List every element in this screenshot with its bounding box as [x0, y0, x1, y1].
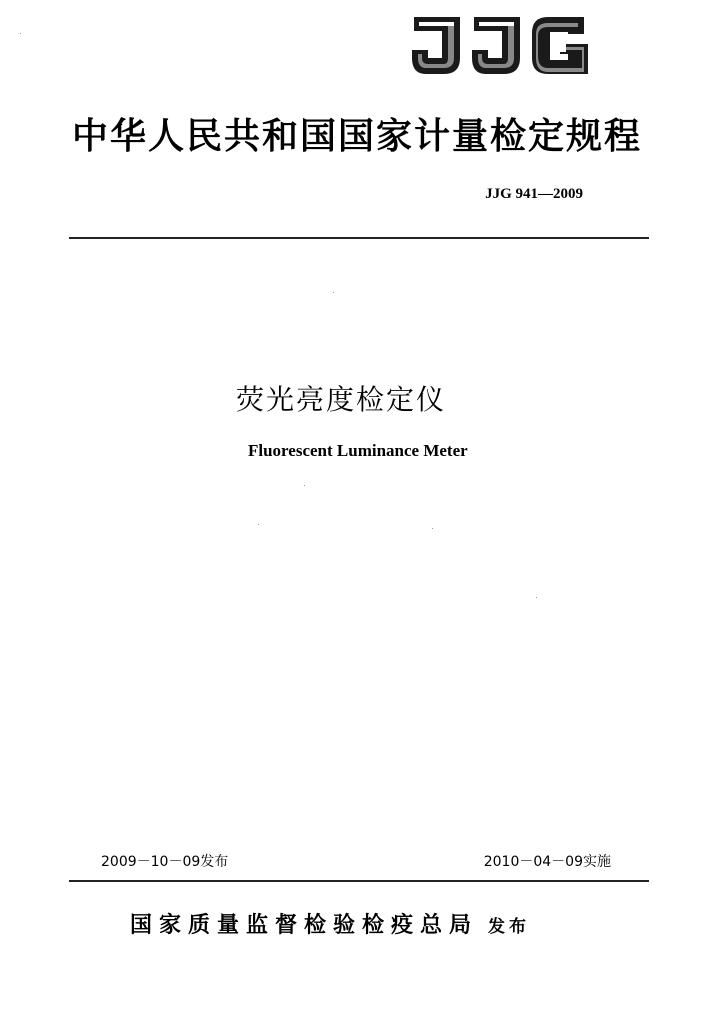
publisher-suffix: 发布: [488, 917, 531, 937]
publisher-line: [130, 908, 530, 939]
bottom-divider: [69, 880, 649, 882]
standard-number: JJG 941—2009: [485, 186, 583, 202]
jjg-logo-graphic: [408, 14, 592, 78]
jjg-logo: [408, 14, 592, 78]
scan-speck: [258, 524, 259, 525]
top-divider: [69, 237, 649, 239]
document-title-en: Fluorescent Luminance Meter: [248, 441, 468, 460]
scan-speck: [432, 528, 433, 529]
logo-letter-g: [532, 17, 588, 74]
logo-letter-j1: [412, 17, 460, 74]
issue-date: 2009－10－09发布: [101, 854, 229, 870]
document-title-cn: 荧光亮度检定仪: [236, 383, 447, 416]
logo-letter-j2: [472, 17, 520, 74]
authority-title: 中华人民共和国国家计量检定规程: [72, 115, 643, 157]
effective-date: 2010－04－09实施: [483, 854, 611, 870]
scan-speck: [304, 485, 305, 486]
scan-speck: [536, 597, 537, 598]
scan-speck: [20, 33, 21, 34]
publisher-name: 国家质量监督检验检疫总局: [130, 912, 479, 938]
scan-speck: [333, 292, 334, 293]
